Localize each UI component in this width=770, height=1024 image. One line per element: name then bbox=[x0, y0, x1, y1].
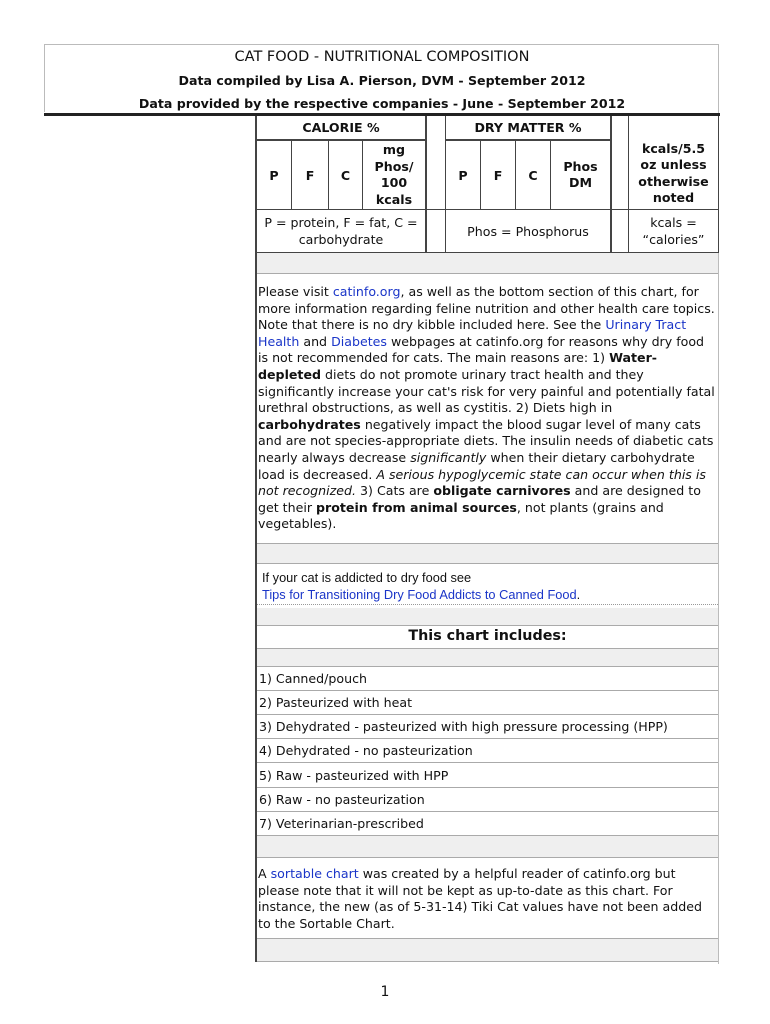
include-item: 1) Canned/pouch bbox=[259, 671, 367, 686]
row-divider bbox=[257, 666, 718, 667]
spacer-row bbox=[257, 649, 718, 666]
catinfo-link[interactable]: catinfo.org bbox=[332, 284, 401, 299]
kcals-line: otherwise bbox=[638, 173, 709, 189]
period: . bbox=[576, 587, 581, 602]
row-divider bbox=[257, 961, 718, 962]
sortable-text: A bbox=[258, 866, 271, 881]
row-divider bbox=[257, 811, 718, 812]
calorie-p: P bbox=[256, 140, 292, 210]
intro-text: webpages at catinfo.org for reasons why dry food is not recommended for cats. The main reasons are: 1) bbox=[258, 333, 705, 366]
row-divider bbox=[257, 625, 718, 626]
kcals-line: kcals/5.5 bbox=[641, 140, 706, 156]
intro-text: and bbox=[299, 333, 332, 349]
row-divider bbox=[257, 714, 718, 715]
mg-phos-line: 100 bbox=[380, 175, 408, 190]
phos-dm-line: DM bbox=[569, 175, 592, 190]
carbohydrates-bold: carbohydrates bbox=[258, 416, 361, 432]
intro-text: Please visit bbox=[258, 284, 333, 299]
transition-tips-link[interactable]: Tips for Transitioning Dry Food Addicts to Canned Food bbox=[262, 587, 577, 602]
kcals-header bbox=[628, 116, 719, 210]
spacer-row bbox=[257, 253, 718, 273]
mg-phos-line: kcals bbox=[375, 191, 413, 207]
legend-pfc-line: carbohydrate bbox=[298, 232, 384, 247]
row-divider bbox=[257, 787, 718, 788]
include-item: 4) Dehydrated - no pasteurization bbox=[259, 743, 473, 758]
row-divider bbox=[257, 738, 718, 739]
include-item: 5) Raw - pasteurized with HPP bbox=[259, 768, 449, 783]
row-divider bbox=[257, 857, 718, 858]
spacer-cell bbox=[611, 209, 629, 253]
page-frame-top bbox=[44, 44, 719, 45]
dry-matter-pct-header: DRY MATTER % bbox=[445, 116, 611, 140]
include-item: 7) Veterinarian-prescribed bbox=[259, 816, 424, 831]
obligate-carnivores-bold: obligate carnivores bbox=[433, 483, 571, 499]
legend-pfc bbox=[256, 209, 426, 253]
mg-phos-line: Phos/ bbox=[374, 158, 414, 174]
legend-pfc-line: P = protein, F = fat, C = bbox=[264, 215, 418, 230]
kcals-line: oz unless bbox=[640, 157, 707, 172]
phos-dm-header bbox=[550, 140, 611, 210]
spacer-column bbox=[426, 116, 446, 210]
calorie-f: F bbox=[291, 140, 329, 210]
intro-text: , as well as the bottom section of this chart, for more information regarding feline nutrition and other health care topics. Note that there is no dry kibble included here. See the bbox=[258, 284, 715, 333]
dm-p: P bbox=[445, 140, 481, 210]
addicted-note bbox=[262, 569, 717, 603]
mg-phos-line: mg bbox=[382, 142, 406, 157]
sortable-paragraph bbox=[258, 866, 718, 932]
significantly-italic: significantly bbox=[410, 449, 487, 465]
addicted-link-line bbox=[262, 586, 717, 603]
include-item: 3) Dehydrated - pasteurized with high pressure processing (HPP) bbox=[259, 719, 668, 734]
spacer-row bbox=[257, 608, 718, 625]
legend-kcals-line: kcals = bbox=[650, 215, 697, 230]
phos-dm-line: Phos bbox=[563, 158, 598, 174]
calorie-pct-header: CALORIE % bbox=[256, 116, 426, 140]
mg-phos-header bbox=[362, 140, 426, 210]
addicted-text: If your cat is addicted to dry food see bbox=[262, 570, 472, 585]
urinary-tract-health-link[interactable]: Urinary Tract Health bbox=[258, 317, 687, 349]
intro-paragraph bbox=[258, 284, 718, 533]
spacer-row bbox=[257, 544, 718, 563]
sortable-chart-link[interactable]: sortable chart bbox=[270, 866, 359, 881]
row-divider bbox=[257, 563, 718, 564]
hypoglycemic-italic: A serious hypoglycemic state can occur when this is not recognized. bbox=[258, 466, 706, 499]
dm-c: C bbox=[515, 140, 551, 210]
intro-text: , not plants (grains and vegetables). bbox=[258, 499, 664, 532]
legend-kcals bbox=[628, 209, 719, 253]
row-divider bbox=[257, 762, 718, 763]
compiled-by: Data compiled by Lisa A. Pierson, DVM - September 2012 bbox=[178, 73, 586, 88]
include-item: 6) Raw - no pasteurization bbox=[259, 792, 425, 807]
intro-text: when their dietary carbohydrate load is decreased. bbox=[258, 449, 695, 482]
row-divider bbox=[257, 273, 718, 274]
row-divider bbox=[257, 690, 718, 691]
intro-text: negatively impact the blood sugar level of many cats and are not species-appropriate diets. The insulin needs of diabetic cats nearly always decrease bbox=[258, 416, 714, 465]
legend-phos: Phos = Phosphorus bbox=[445, 209, 611, 253]
provided-by: Data provided by the respective companies - June - September 2012 bbox=[138, 96, 626, 111]
legend-kcals-line: “calories” bbox=[642, 232, 705, 247]
diabetes-link[interactable]: Diabetes bbox=[331, 333, 387, 349]
page-title: CAT FOOD - NUTRITIONAL COMPOSITION bbox=[234, 49, 530, 65]
intro-text: 3) Cats are bbox=[356, 483, 434, 499]
includes-heading: This chart includes: bbox=[408, 628, 567, 644]
spacer-row bbox=[257, 836, 718, 857]
dm-f: F bbox=[480, 140, 516, 210]
intro-text: diets do not promote urinary tract health and they significantly increase your cat's risk for very painful and potentially fatal urethral obstructions, as well as cystitis. 2) Diets high in bbox=[258, 366, 715, 416]
sortable-text: was created by a helpful reader of catinfo.org but please note that it will not be kept as up-to-date as this chart. For instance, the new (as of 5-31-14) Tiki Cat values have not been added to the Sortable Chart. bbox=[258, 866, 702, 931]
calorie-c: C bbox=[328, 140, 363, 210]
kcals-line: noted bbox=[652, 190, 695, 205]
include-item: 2) Pasteurized with heat bbox=[259, 695, 413, 710]
spacer-cell bbox=[426, 209, 446, 253]
spacer-column bbox=[611, 116, 629, 210]
water-depleted-bold: Water-depleted bbox=[258, 350, 658, 382]
page-number: 1 bbox=[380, 984, 390, 1000]
protein-bold: protein from animal sources bbox=[316, 499, 517, 515]
intro-text: and are designed to get their bbox=[258, 483, 701, 515]
spacer-row bbox=[257, 939, 718, 961]
